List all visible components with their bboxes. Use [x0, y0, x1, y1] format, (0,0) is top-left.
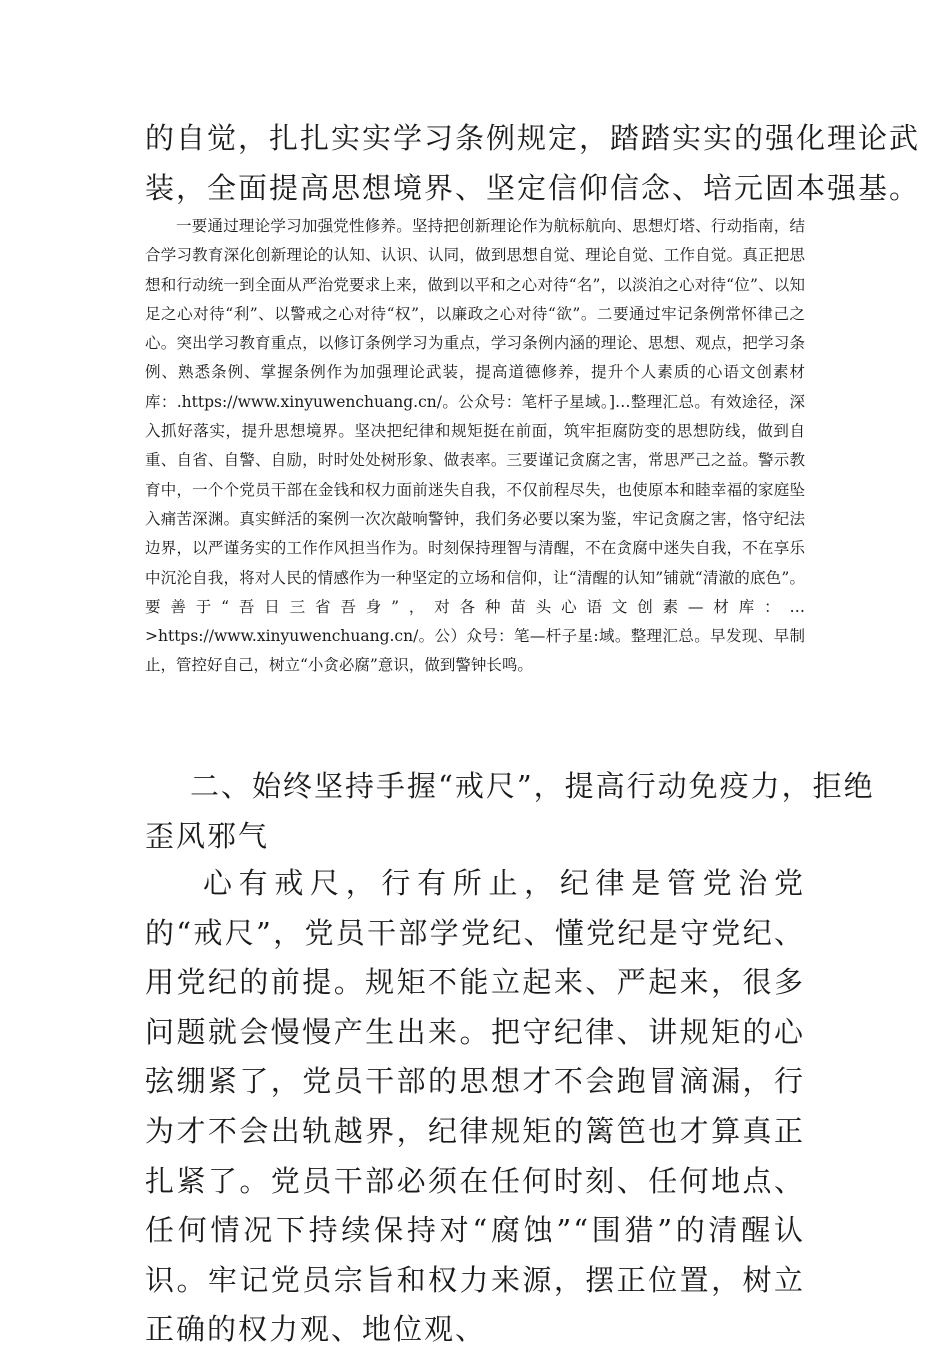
small-print-paragraph: 一要通过理论学习加强党性修养。坚持把创新理论作为航标航向、思想灯塔、行动指南，结合学习教育深化创新理论的认知、认识、认同，做到思想自觉、理论自觉、工作自觉。真正把思想和行动统一到全面从严治党要求上来，做到以平和之心对待“名”，以淡泊之心对待“位”、以知足之心对待“利”、以警戒之心对待“权”，以廉政之心对待“欲”。二要通过牢记条例常怀律己之心。突出学习教育重点，以修订条例学习为重点，学习条例内涵的理论、思想、观点，把学习条例、熟悉条例、掌握条例作为加强理论武装，提高道德修养，提升个人素质的心语文创素材库：.https://www.xinyuwenchuang.cn/。公众号：笔杆子星域。]…整理汇总。有效途径，深入抓好落实，提升思想境界。坚决把纪律和规矩挺在前面，筑牢拒腐防变的思想防线，做到自重、自省、自警、自励，时时处处树形象、做表率。三要谨记贪腐之害，常思严己之益。警示教育中，一个个党员干部在金钱和权力面前迷失自我，不仅前程尽失，也使原本和睦幸福的家庭坠入痛苦深渊。真实鲜活的案例一次次敲响警钟，我们务必要以案为鉴，牢记贪腐之害，恪守纪法边界，以严谨务实的工作作风担当作为。时刻保持理智与清醒，不在贪腐中迷失自我，不在享乐中沉沦自我，将对人民的情感作为一种坚定的立场和信仰，让“清醒的认知”铺就“清澈的底色”。要善于“吾日三省吾身”，对各种苗头心语文创素—材库：…>https://www.xinyuwenchuang.cn/。公）众号：笔—杆子星:域。整理汇总。早发现、早制止，管控好自己，树立“小贪必腐”意识，做到警钟长鸣。: [145, 217, 805, 675]
section-heading-line-2: 歪风邪气: [145, 819, 270, 853]
lead-line-2: 装，全面提高思想境界、坚定信仰信念、培元固本强基。: [145, 171, 921, 205]
lead-line-1: 的自觉，扎扎实实学习条例规定，踏踏实实的强化理论武: [145, 121, 921, 155]
body-paragraph: 心有戒尺，行有所止，纪律是管党治党的“戒尺”，党员干部学党纪、懂党纪是守党纪、用党纪的前提。规矩不能立起来、严起来，很多问题就会慢慢产生出来。把守纪律、讲规矩的心弦绷紧了，党员干部的思想才不会跑冒滴漏，行为才不会出轨越界，纪律规矩的篱笆也才算真正扎紧了。党员干部必须在任何时刻、任何地点、任何情况下持续保持对“腐蚀”“围猎”的清醒认识。牢记党员宗旨和权力来源，摆正位置，树立正确的权力观、地位观、: [145, 866, 805, 1347]
section-heading-line-1: 二、始终坚持手握“戒尺”，提高行动免疫力，拒绝: [190, 769, 875, 803]
